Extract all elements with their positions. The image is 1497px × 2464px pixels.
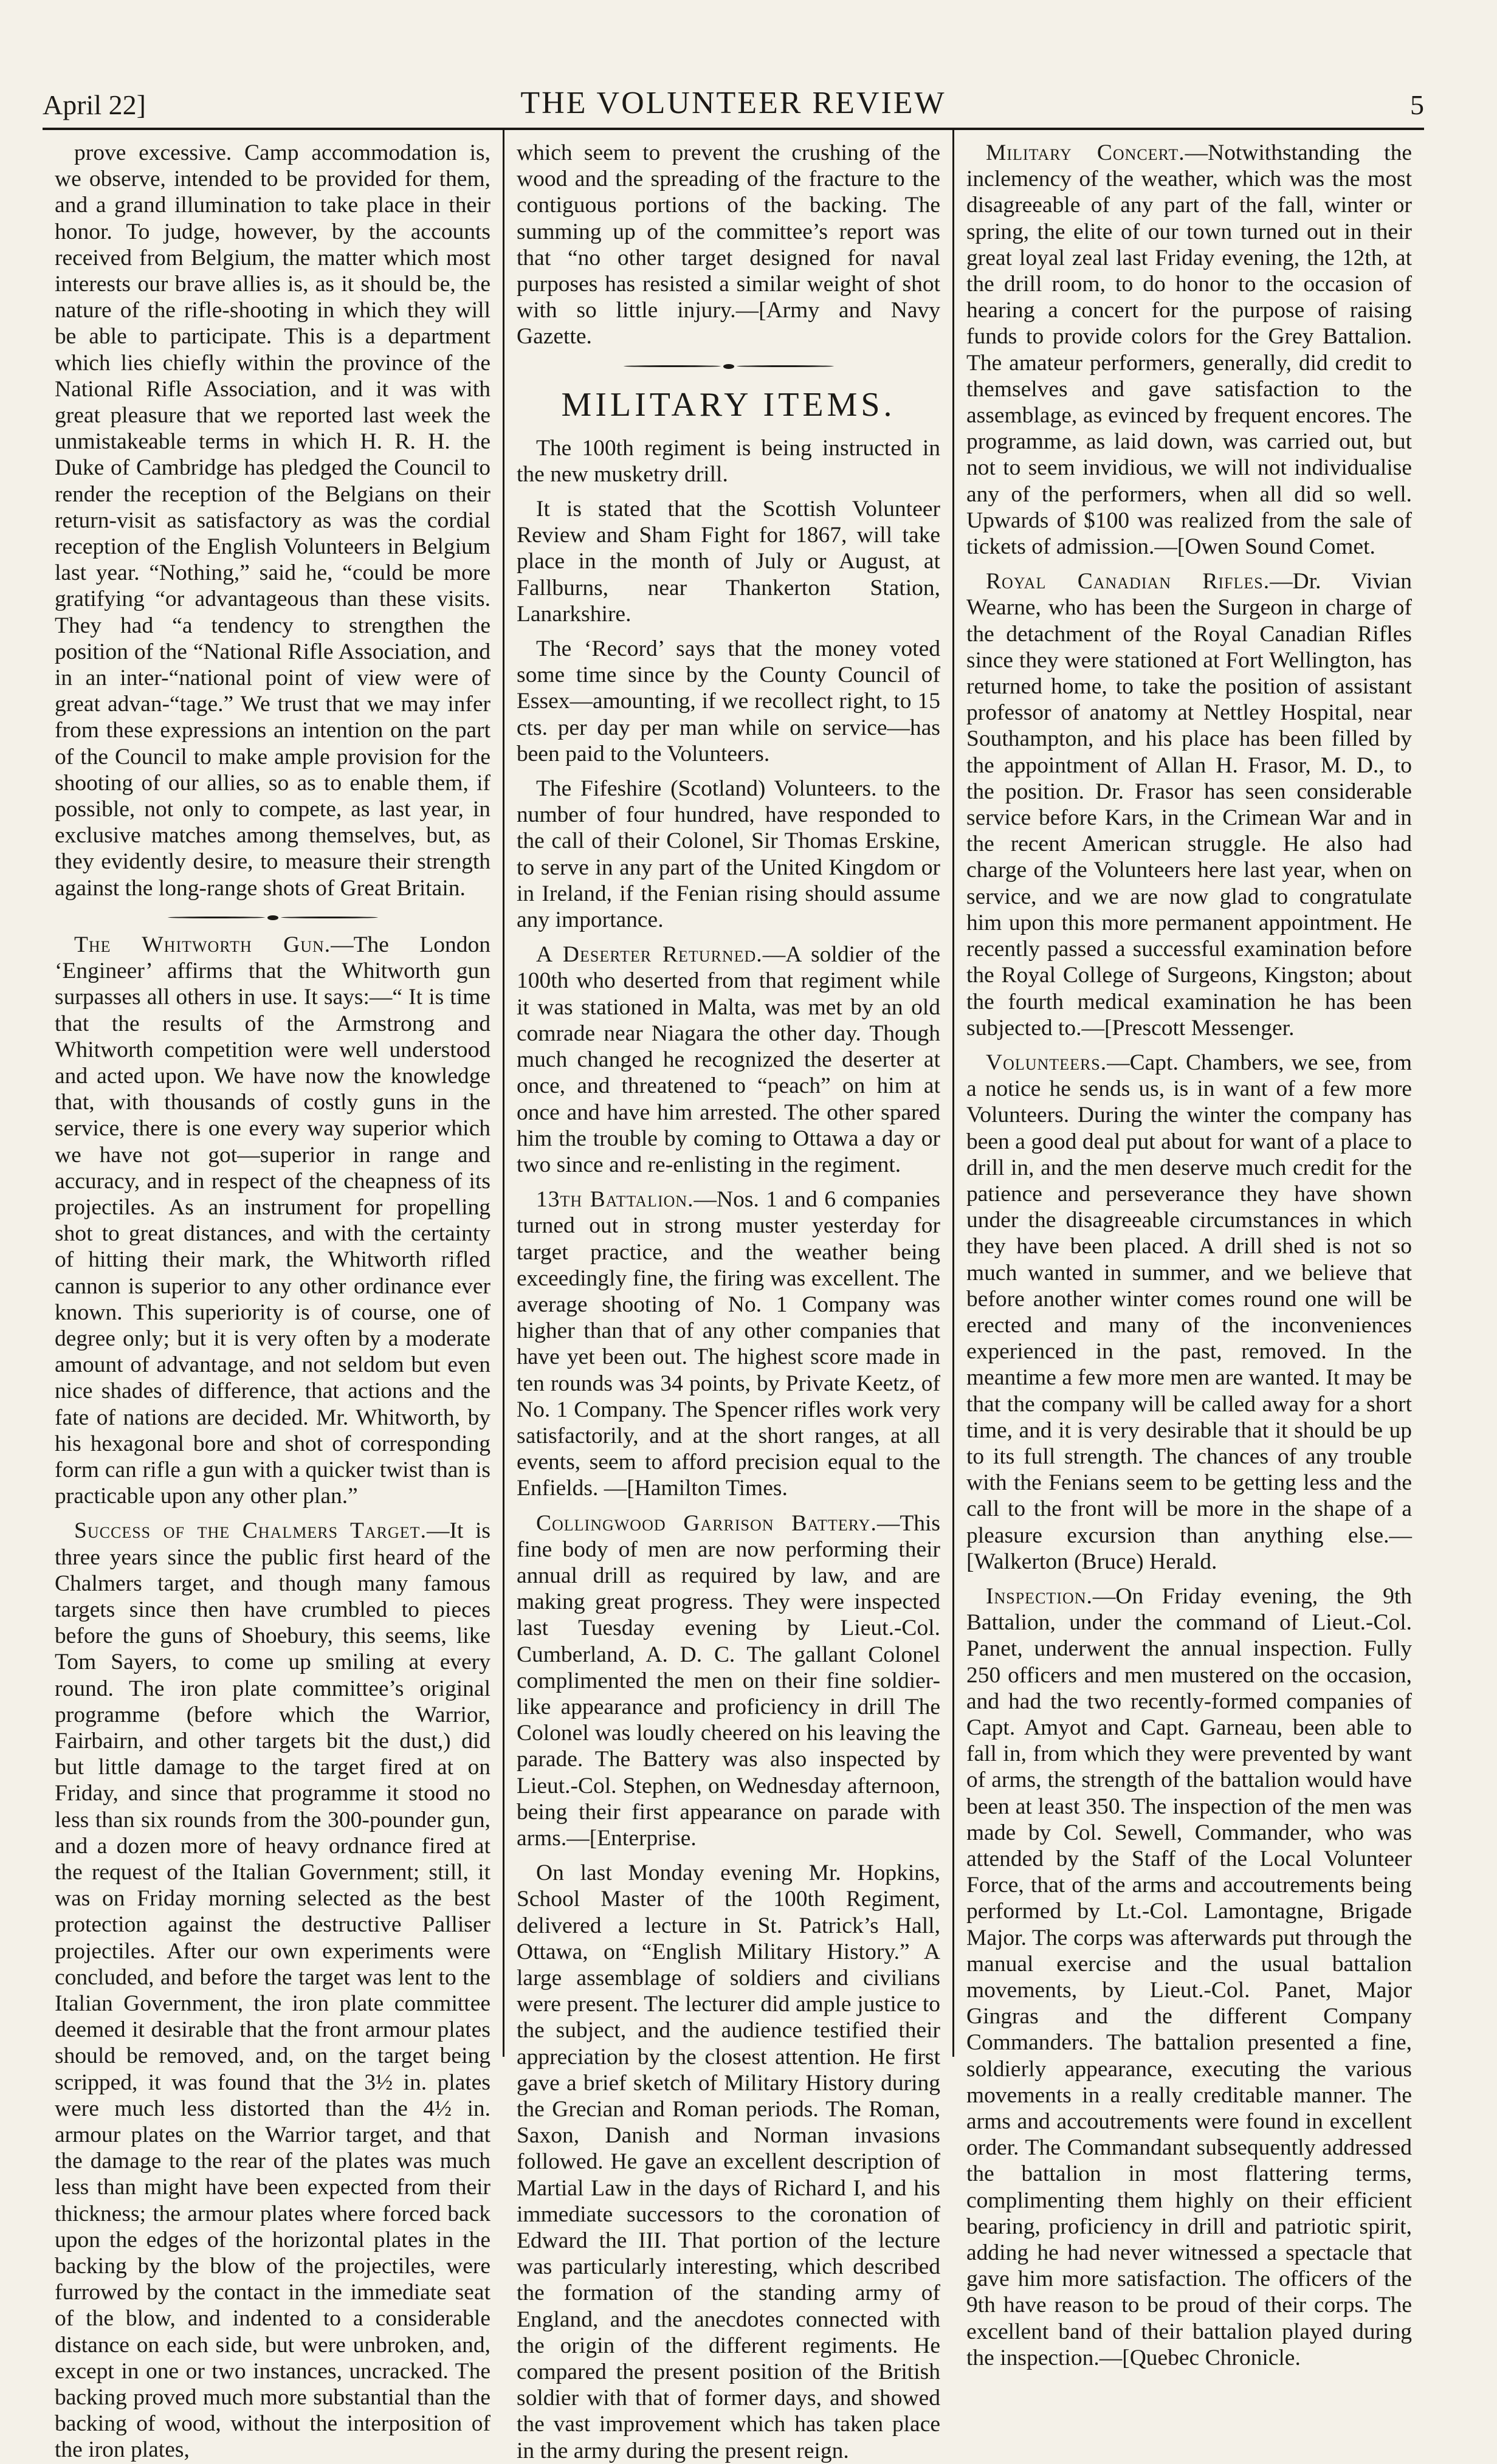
article-body: —Nos. 1 and 6 companies turned out in strong muster yesterday for target practice, and the weather being exceedingly fine, the firing was excellent. The average shooting of No. 1 Company was higher than that of any other companies that have yet been out. The highest score made in ten rounds was 34 points, by Private Keetz, of No. 1 Company. The Spencer rifles work very satisfactorily, and at the short ranges, at all events, seem to afford precision equal to the Enfields. —[Hamilton Times. (517, 1187, 940, 1501)
article-lecture: On last Monday evening Mr. Hopkins, School Master of the 100th Regiment, delivered a lecture in St. Patrick’s Hall, Ottawa, on “English Military History.” A large assemblage of soldiers and civilians were present. The lecturer did ample justice to the subject, and the audience testified their appreciation by the closest attention. He first gave a brief sketch of Military History during the Grecian and Roman periods. The Roman, Saxon, Danish and Norman invasions followed. He gave an excellent description of Martial Law in the days of Richard I, and his immediate successors to the coronation of Edward the III. That portion of the lecture was particularly interesting, which described the formation of the standing army of England, and the anecdotes connected with the origin of the different regiments. He compared the present position of the British soldier with that of former days, and showed the vast improvement which has taken place in the army during the present reign. (517, 1860, 940, 2463)
separator-rule (517, 359, 940, 374)
columns (43, 130, 1424, 2463)
article-whitworth-gun (55, 932, 490, 1509)
article-paragraph: prove excessive. Camp accommodation is, we observe, intended to be provided for them, and a grand illumination to take place in their honor. To judge, however, by the accounts received from Belgium, the matter which most interests our brave allies is, as it should be, the nature of the rifle-shooting in which they will be able to participate. This is a department which lies chiefly within the province of the National Rifle Association, and it was with great pleasure that we reported last week the unmistakeable terms in which H. R. H. the Duke of Cambridge has pledged the Council to render the reception of the Belgians on their return-visit as satisfactory as was the cordial reception of the English Volunteers in Belgium last year. “Nothing,” said he, “could be more gratifying “or advantageous than these visits. They had “a tendency to strengthen the position of the “National Rifle Association, and in an inter-“national point of view were of great advan-“tage.” We trust that we may infer from these expressions an intention on the part of the Council to make ample provision for the shooting of our allies, so as to enable them, if possible, not only to compete, as last year, in exclusive matches among themselves, but, as they evidently desire, to measure their strength against the long-range shots of Great Britain. (55, 140, 490, 901)
article-body: —This fine body of men are now performing their annual drill as required by law, and are making great progress. They were inspected last Tuesday evening by Lieut.-Col. Cumberland, A. D. C. The gallant Colonel complimented the men on their fine soldier-like appearance and proficiency in drill The Colonel was loudly cheered on his leaving the parade. The Battery was also inspected by Lieut.-Col. Stephen, on Wednesday afternoon, being their first appearance on parade with arms.—[Enterprise. (517, 1510, 940, 1851)
article-deserter-returned (517, 941, 940, 1178)
article-body: —Notwithstanding the inclemency of the weather, which was the most disagreeable of any part of the fall, winter or spring, the elite of our town turned out in their great loyal zeal last Friday evening, the 12th, at the drill room, to do honor to the occasion of hearing a concert for the purpose of raising funds to provide colors for the Grey Battalion. The amateur performers, generally, did credit to themselves and gave satisfaction to the assemblage, as evinced by frequent encores. The programme, as laid down, was carried out, but not to seem invidious, we will not individualise any of the performers, when all did so well. Upwards of $100 was realized from the sale of tickets of admission.—[Owen Sound Comet. (966, 140, 1412, 560)
article-inspection (966, 1583, 1412, 2371)
article-body: —A soldier of the 100th who deserted from that regiment while it was stationed in Malta, was met by an old comrade near Niagara the other day. Though much changed he recognized the deserter at once, and threatened to “peach” on him at once and have him arrested. The other spared him the trouble by coming to Ottawa a day or two since and re-enlisting in the regiment. (517, 942, 940, 1177)
page-number: 5 (1410, 89, 1424, 120)
item-paragraph: The 100th regiment is being instructed in the new musketry drill. (517, 435, 940, 487)
article-paragraph: which seem to prevent the crushing of the wood and the spreading of the fracture to the contiguous portions of the backing. The summing up of the committee’s report was that “no other target designed for naval purposes has resisted a similar weight of shot with so little injury.—[Army and Navy Gazette. (517, 140, 940, 349)
section-title: MILITARY ITEMS. (561, 385, 896, 424)
item-paragraph: The Fifeshire (Scotland) Volunteers. to the number of four hundred, have responded to the call of their Colonel, Sir Thomas Erskine, to serve in any part of the United Kingdom or in Ireland, if the Fenian rising should assume any importance. (517, 776, 940, 933)
article-heading: Collingwood Garrison Battery. (536, 1510, 877, 1536)
item-paragraph: It is stated that the Scottish Volunteer Review and Sham Fight for 1867, will take place in the month of July or August, at Fallburns, near Thankerton Station, Lanarkshire. (517, 497, 940, 627)
article-heading: Inspection. (986, 1583, 1093, 1609)
article-13th-battalion (517, 1186, 940, 1501)
article-heading: Military Concert. (986, 140, 1185, 165)
column-3 (954, 130, 1424, 2370)
article-heading: Success of the Chalmers Target. (74, 1518, 427, 1544)
article-heading: A Deserter Returned. (536, 942, 763, 968)
separator-rule (55, 910, 490, 926)
article-body: —The London ‘Engineer’ affirms that the Whitworth gun surpasses all others in use. It says:—“ It is time that the results of the Armstrong and Whitworth competition were well understood and acted upon. We have now the knowledge that, with thousands of costly guns in the service, there is one every way superior which we have not got—superior in range and accuracy, and in respect of the cheapness of its projectiles. As an instrument for propelling shot to great distances, and with the certainty of hitting their mark, the Whitworth rifled cannon is superior to any other ordinance ever known. This superiority is of course, one of degree only; but it is very often by a moderate amount of advantage, and not seldom but even nice shades of difference, that actions and the fate of nations are decided. Mr. Whitworth, by his hexagonal bore and shot of corresponding form can rifle a gun with a quicker twist than is practicable upon any other plan.” (55, 932, 490, 1509)
article-royal-canadian-rifles (966, 568, 1412, 1041)
page-header (43, 85, 1424, 130)
column-1 (43, 130, 504, 2463)
article-collingwood-battery (517, 1510, 940, 1852)
article-chalmers-target (55, 1518, 490, 2463)
article-heading: The Whitworth Gun. (74, 932, 331, 957)
masthead-title: THE VOLUNTEER REVIEW (520, 86, 946, 120)
article-body: —It is three years since the public first heard of the Chalmers target, and though many famous targets since then have crumbled to pieces before the guns of Shoebury, this seems, like Tom Sayers, to come up smiling at every round. The iron plate committee’s original programme (before which the Warrior, Fairbairn, and other targets bit the dust,) did but little damage to the target fired at on Friday, and since that programme it stood no less than six rounds from the 300-pounder gun, and a dozen more of heavy ordnance fired at the request of the Italian Government; still, it was on Friday morning selected as the best protection against the destructive Palliser projectiles. After our own experiments were concluded, and before the target was lent to the Italian Government, the iron plate committee deemed it desirable that the front armour plates should be removed, and, on the target being scripped, it was found that the 3½ in. plates were much less distorted than the 4½ in. armour plates on the Warrior target, and that the damage to the rear of the plates was much less than might have been expected from their thickness; the armour plates where forced back upon the edges of the horizontal plates in the backing by the blow of the projectiles, were furrowed by the contact in the immediate seat of the blow, and indented to a considerable distance on each side, but were unbroken, and, except in one or two instances, uncracked. The backing proved much more substantial than the backing of wood, without the interposition of the iron plates, (55, 1518, 491, 2463)
column-2 (504, 130, 954, 2463)
article-body: —On Friday evening, the 9th Battalion, under the command of Lieut.-Col. Panet, underwent the annual inspection. Fully 250 officers and men mustered on the occasion, and had the two recently-formed companies of Capt. Amyot and Capt. Garneau, been able to fall in, from which they were prevented by want of arms, the strength of the battalion would have been at least 350. The inspection of the men was made by Col. Sewell, Commander, who was attended by the Staff of the Local Volunteer Force, that of the arms and accoutrements being performed by Lt.-Col. Lamontagne, Brigade Major. The corps was afterwards put through the manual exercise and the usual battalion movements, by Lieut.-Col. Panet, Major Gingras and the different Company Commanders. The battalion presented a fine, soldierly appearance, executing the various movements in a really creditable manner. The arms and accoutrements were found in excellent order. The Commandant subsequently addressed the battalion in most flattering terms, complimenting them highly on their efficient bearing, proficiency in drill and patriotic spirit, adding he had never witnessed a spectacle that gave him more satisfaction. The officers of the 9th have reason to be proud of their corps. The excellent band of their battalion played during the inspection.—[Quebec Chronicle. (966, 1583, 1412, 2370)
article-heading: Royal Canadian Rifles. (986, 569, 1270, 594)
article-body: —Capt. Chambers, we see, from a notice he sends us, is in want of a few more Volunteers. During the winter the company has been a good deal put about for want of a place to drill in, and the men deserve much credit for the patience and perseverance they have shown under the disagreeable circumstances in which they have been placed. A drill shed is not so much wanted in summer, and we believe that before another winter comes round one will be erected and many of the inconveniences experienced in the past, removed. In the meantime a few more men are wanted. It may be that the company will be called away for a short time, and it is very desirable that it should be up to its full strength. The chances of any trouble with the Fenians seem to be getting less and the call to the front will be more in the shape of a pleasure excursion than anything else.—[Walkerton (Bruce) Herald. (966, 1050, 1413, 1574)
issue-date: April 22] (43, 89, 146, 120)
article-heading: 13th Battalion. (536, 1187, 694, 1213)
article-body: —Dr. Vivian Wearne, who has been the Surgeon in charge of the detachment of the Royal Canadian Rifles since they were stationed at Fort Wellington, has returned home, to take the position of assistant professor of anatomy at Nettley Hospital, near Southampton, and his place has been filled by the appointment of Allan H. Frasor, M. D., to the position. Dr. Frasor has seen considerable service before Kars, in the Crimean War and in the recent American struggle. He also had charge of the Volunteers here last year, when on service, and we are now glad to congratulate him upon this more permanent appointment. He recently passed a successful examination before the Royal College of Surgeons, Kingston; about the fourth medical examination he has been subjected to.—[Prescott Messenger. (966, 569, 1412, 1041)
item-paragraph: The ‘Record’ says that the money voted some time since by the County Council of Essex—amounting, if we recollect right, to 15 cts. per day per man while on service—has been paid to the Volunteers. (517, 636, 940, 766)
article-volunteers (966, 1050, 1412, 1575)
article-heading: Volunteers. (986, 1050, 1107, 1075)
article-military-concert (966, 140, 1412, 560)
